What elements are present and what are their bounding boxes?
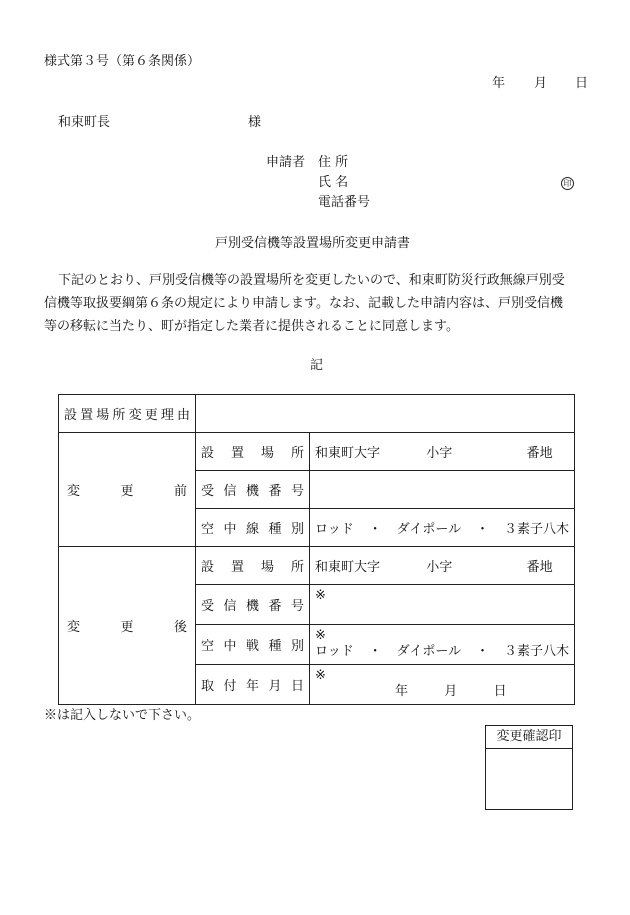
antenna-option: ３素子八木: [503, 644, 569, 659]
after-receiver-value-cell: [310, 585, 575, 625]
install-date-day: 日: [493, 684, 507, 699]
before-label: 変 更 前: [67, 484, 187, 499]
before-antenna-label-cell: [196, 509, 310, 547]
before-koaza: 小字: [426, 446, 453, 461]
antenna-option: ・: [368, 644, 382, 659]
reason-label-cell: [59, 395, 196, 433]
reason-input-cell[interactable]: [196, 395, 575, 433]
applicant-phone-label: 電話番号: [318, 195, 371, 210]
addressee-title: 和束町長: [58, 115, 111, 130]
before-receiver-label: 受 信 機 番 号: [201, 484, 304, 499]
install-date-month: 月: [444, 684, 458, 699]
after-label-cell: [59, 547, 196, 705]
before-receiver-value-cell[interactable]: [310, 471, 575, 509]
antenna-option: ・: [476, 522, 490, 537]
before-receiver-label-cell: [196, 471, 310, 509]
reason-label: 設 置 場 所 変 更 理 由: [64, 408, 190, 423]
after-receiver-label-cell: [196, 585, 310, 625]
seal-icon: 印: [561, 177, 574, 190]
change-confirmation-stamp-box: [485, 725, 573, 810]
ki-label: 記: [310, 358, 324, 373]
after-antenna-label-cell: [196, 625, 310, 665]
after-label: 変 更 後: [67, 620, 187, 635]
after-install-date-mark: ※: [315, 668, 326, 683]
before-antenna-label: 空 中 線 種 別: [201, 522, 304, 537]
after-oaza: 和東町大字: [315, 560, 381, 575]
antenna-option: ・: [476, 644, 490, 659]
after-location-value-cell[interactable]: [310, 547, 575, 585]
body-paragraph: [44, 269, 592, 338]
body-line-2: 信機等取扱要綱第６条の規定により申請します。なお、記載した申請内容は、戸別受信機: [44, 296, 563, 311]
after-antenna-mark: ※: [315, 628, 326, 643]
header-date-day: 日: [575, 76, 589, 91]
after-location-label-cell: [196, 547, 310, 585]
install-date-year: 年: [395, 684, 409, 699]
before-banchi: 番地: [526, 446, 553, 461]
after-install-date-label: 取 付 年 月 日: [201, 679, 304, 694]
after-receiver-label: 受 信 機 番 号: [201, 599, 304, 614]
before-oaza: 和東町大字: [315, 446, 381, 461]
antenna-option: ダイポール: [396, 522, 462, 537]
antenna-option: ３素子八木: [503, 522, 569, 537]
after-receiver-mark: ※: [315, 588, 326, 603]
header-date-month: 月: [534, 76, 548, 91]
before-location-label: 設 置 場 所: [201, 446, 304, 461]
after-antenna-options: [315, 643, 569, 661]
after-install-date: [315, 683, 569, 701]
after-antenna-value-cell: [310, 625, 575, 665]
after-banchi: 番地: [526, 560, 553, 575]
form-number: 様式第３号（第６条関係）: [44, 54, 201, 69]
antenna-option: ダイポール: [396, 644, 462, 659]
after-location-label: 設 置 場 所: [201, 560, 304, 575]
before-location-label-cell: [196, 433, 310, 471]
body-line-1: 下記のとおり、戸別受信機等の設置場所を変更したいので、和束町防災行政無線戸別受: [58, 273, 565, 288]
after-koaza: 小字: [426, 560, 453, 575]
before-antenna-options: [315, 518, 569, 537]
stamp-box-title: 変更確認印: [486, 726, 572, 749]
before-antenna-options-cell[interactable]: [310, 509, 575, 547]
seal-mark: [561, 175, 574, 191]
document-title: 戸別受信機等設置場所変更申請書: [215, 236, 411, 251]
before-location-value-cell[interactable]: [310, 433, 575, 471]
change-form-table: [58, 394, 575, 705]
before-label-cell: [59, 433, 196, 547]
addressee-honorific: 様: [248, 115, 262, 130]
applicant-name-label: 氏 名: [318, 175, 349, 190]
antenna-option: ロッド: [315, 522, 354, 537]
antenna-option: ロッド: [315, 644, 354, 659]
after-install-date-value-cell: [310, 665, 575, 705]
footnote: ※は記入しないで下さい。: [44, 708, 201, 723]
header-date-year: 年: [492, 76, 506, 91]
antenna-option: ・: [368, 522, 382, 537]
applicant-address-label: 住 所: [318, 155, 349, 170]
after-antenna-label: 空 中 戦 種 別: [201, 639, 304, 654]
applicant-label: 申請者: [266, 155, 306, 170]
body-line-3: 等の移転に当たり、町が指定した業者に提供されることに同意します。: [44, 319, 459, 334]
after-install-date-label-cell: [196, 665, 310, 705]
